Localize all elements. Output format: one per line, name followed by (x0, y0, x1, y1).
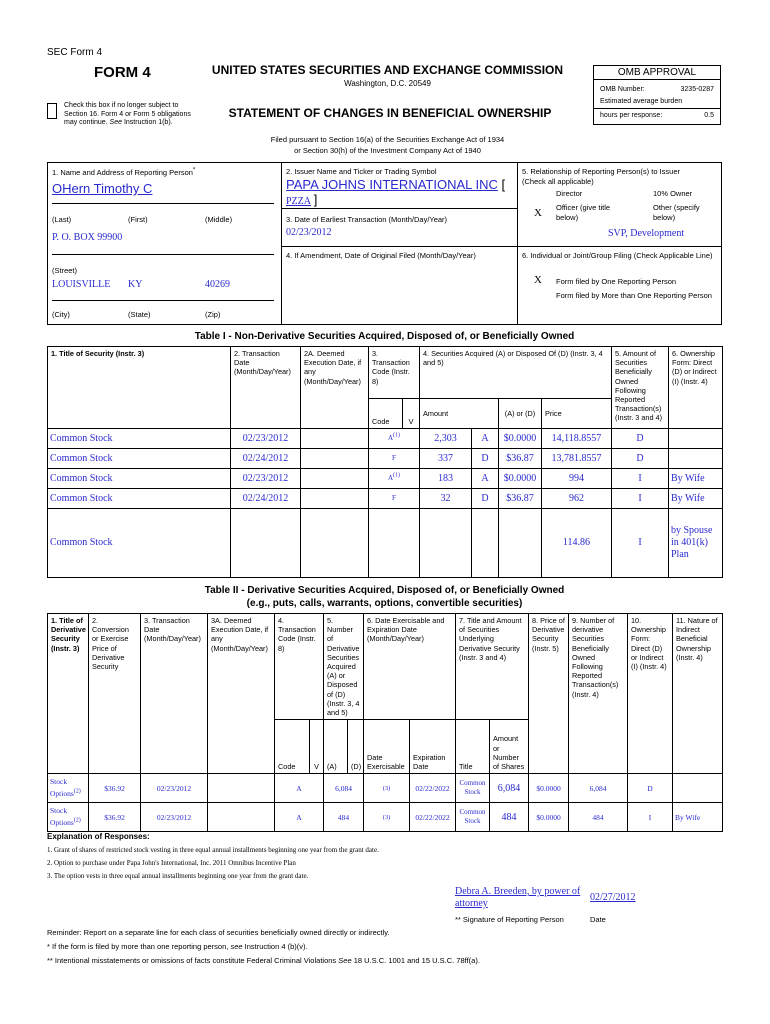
t2-sub-amount: Amount or Number of Shares (490, 720, 529, 774)
t2-deriv-price: $0.0000 (529, 774, 569, 803)
table2-row (48, 803, 723, 832)
table2-row (48, 774, 723, 803)
reporting-person-name[interactable]: OHern Timothy C (52, 181, 153, 196)
t2-expiration: 02/22/2022 (410, 803, 456, 832)
signature-date-label: Date (590, 915, 606, 924)
t2-owned: 484 (569, 803, 628, 832)
t2-h-deemed: 3A. Deemed Execution Date, if any (Month/Day/Year) (208, 614, 275, 774)
one-reporting-person-label: Form filed by One Reporting Person (556, 277, 677, 286)
omb-title: OMB APPROVAL (594, 66, 720, 80)
zip-label: (Zip) (205, 310, 221, 319)
t2-acquired: 484 (324, 803, 364, 832)
top-boxes-divider-2 (517, 162, 518, 325)
t2-h-date: 3. Transaction Date (Month/Day/Year) (141, 614, 208, 774)
box4-label: 4. If Amendment, Date of Original Filed (Month/Day/Year) (286, 251, 476, 260)
t1-deemed-date (301, 449, 369, 469)
t2-h-deriv-price: 8. Price of Derivative Security (Instr. 5) (529, 614, 569, 774)
t1-amount: 337 (420, 449, 472, 469)
box3-box4-divider (282, 246, 722, 247)
checkbox-text: Check this box if no longer subject to Section 16. Form 4 or Form 5 obligations may continue. See Instruction 1(b). (64, 102, 191, 126)
t2-h-code: 4. Transaction Code (Instr. 8) (275, 614, 324, 720)
t2-h-form: 10. Ownership Form: Direct (D) or Indirect (I) (Instr. 4) (628, 614, 673, 774)
omb-burden-label: Estimated average burden (600, 98, 683, 105)
t1-amount: 32 (420, 489, 472, 509)
explanation-note-3: 3. The option vests in three equal annual installments beginning one year from the grant date. (47, 872, 309, 880)
box1-label: 1. Name and Address of Reporting Person* (52, 167, 196, 177)
t2-code: A (275, 803, 324, 832)
explanation-note-1: 1. Grant of shares of restricted stock vesting in three equal annual installments beginning one year from the grant date. (47, 846, 379, 854)
explanation-note-2: 2. Option to purchase under Papa John's International, Inc. 2011 Omnibus Incentive Plan (47, 859, 296, 867)
no-longer-subject-checkbox[interactable] (47, 103, 57, 119)
t1-aord: A (472, 469, 499, 489)
t1-form: D (612, 449, 669, 469)
zip-value: 40269 (205, 279, 230, 290)
t1-h-code: 3. Transaction Code (Instr. 8) (369, 347, 420, 399)
other-label: Other (specify below) (653, 203, 700, 222)
t2-underlying-title: Common Stock (456, 803, 490, 832)
box6-label: 6. Individual or Joint/Group Filing (Check Applicable Line) (522, 251, 713, 260)
t2-underlying-shares: 6,084 (490, 774, 529, 803)
box1-address-underline (52, 254, 274, 255)
t1-h-amount-owned: 5. Amount of Securities Beneficially Owned Following Reported Transaction(s) (Instr. 3 and 4) (612, 347, 669, 429)
t2-form: I (628, 803, 673, 832)
t2-transaction-date: 02/23/2012 (141, 803, 208, 832)
earliest-transaction-date: 02/23/2012 (286, 227, 332, 238)
officer-label: Officer (give title below) (556, 203, 611, 222)
t1-h-securities: 4. Securities Acquired (A) or Disposed Of (D) (Instr. 3, 4 and 5) (420, 347, 612, 399)
t1-nature: by Spouse in 401(k) Plan (669, 509, 723, 578)
t2-underlying-title: Common Stock (456, 774, 490, 803)
t1-price: $0.0000 (499, 469, 542, 489)
t1-aord: A (472, 429, 499, 449)
more-reporting-persons-label: Form filed by More than One Reporting Person (556, 291, 712, 300)
t1-deemed-date (301, 489, 369, 509)
top-boxes-divider-1 (281, 162, 282, 325)
t2-h-title: 1. Title of Derivative Security (Instr. 3) (48, 614, 89, 774)
table2 (47, 613, 723, 832)
table1-title: Table I - Non-Derivative Securities Acquired, Disposed of, or Beneficially Owned (194, 331, 575, 342)
signature-name: Debra A. Breeden, by power of attorney (455, 886, 581, 909)
t1-h-ownership-form: 6. Ownership Form: Direct (D) or Indirect (I) (Instr. 4) (669, 347, 723, 429)
t2-deemed-date (208, 774, 275, 803)
t2-underlying-shares: 484 (490, 803, 529, 832)
t1-code: $A^{(1)}$ (369, 429, 420, 449)
t2-h-exercisable: 6. Date Exercisable and Expiration Date (Month/Day/Year) (364, 614, 456, 720)
t2-sub-expiration: Expiration Date (410, 720, 456, 774)
t1-code (369, 509, 420, 578)
t2-exercisable: (3) (364, 803, 410, 832)
t2-nature (673, 774, 723, 803)
t2-h-nature: 11. Nature of Indirect Beneficial Ownership (Instr. 4) (673, 614, 723, 774)
t1-transaction-date: 02/23/2012 (231, 469, 301, 489)
t1-owned: 994 (542, 469, 612, 489)
t1-security-title: Common Stock (48, 489, 231, 509)
city-value: LOUISVILLE (52, 279, 111, 290)
t1-owned: 114.86 (542, 509, 612, 578)
t2-title: Stock Options$^{(2)}$ (48, 774, 89, 803)
t2-sub-title: Title (456, 720, 490, 774)
filed-pursuant-line2: or Section 30(h) of the Investment Company Act of 1940 (294, 146, 481, 155)
t1-form: I (612, 489, 669, 509)
top-boxes-border-bottom (47, 324, 722, 325)
omb-number-label: OMB Number: (600, 86, 645, 93)
explanation-title: Explanation of Responses: (47, 832, 150, 841)
state-value: KY (128, 279, 143, 290)
t1-price: $0.0000 (499, 429, 542, 449)
issuer-name[interactable]: PAPA JOHNS INTERNATIONAL INC (286, 177, 498, 192)
middle-label: (Middle) (205, 215, 233, 224)
table2-subtitle: (e.g., puts, calls, warrants, options, convertible securities) (246, 598, 523, 609)
t1-sub-code: Code (369, 399, 403, 429)
t1-code: $A^{(1)}$ (369, 469, 420, 489)
t2-title: Stock Options$^{(2)}$ (48, 803, 89, 832)
street-label: (Street) (52, 266, 78, 275)
omb-number-value: 3235-0287 (680, 86, 714, 93)
t1-price: $36.87 (499, 489, 542, 509)
top-boxes-border-right (721, 162, 722, 325)
table1-row (48, 489, 723, 509)
t1-form: D (612, 429, 669, 449)
t1-transaction-date (231, 509, 301, 578)
box3-label: 3. Date of Earliest Transaction (Month/Day/Year) (286, 215, 448, 224)
state-label: (State) (128, 310, 151, 319)
t1-sub-price: Price (542, 399, 612, 429)
t1-sub-v: V (403, 399, 420, 429)
t2-expiration: 02/22/2022 (410, 774, 456, 803)
t1-price: $36.87 (499, 449, 542, 469)
t1-security-title: Common Stock (48, 429, 231, 449)
director-label: Director (556, 189, 583, 198)
reminder-text: Reminder: Report on a separate line for each class of securities beneficially owned directly or indirectly. (47, 928, 390, 937)
t2-exercisable: (3) (364, 774, 410, 803)
t1-sub-aord: (A) or (D) (499, 399, 542, 429)
statement-title: STATEMENT OF CHANGES IN BENEFICIAL OWNERSHIP (228, 106, 552, 120)
t2-h-price: 2. Conversion or Exercise Price of Derivative Security (89, 614, 141, 774)
box2-box3-divider (282, 208, 517, 209)
t2-conversion-price: $36.92 (89, 774, 141, 803)
t2-sub-exercisable: Date Exercisable (364, 720, 410, 774)
t1-owned: 962 (542, 489, 612, 509)
t1-h-title: 1. Title of Security (Instr. 3) (48, 347, 231, 429)
t2-h-owned: 9. Number of derivative Securities Beneficially Owned Following Reported Transaction(s) (Instr. 4) (569, 614, 628, 774)
t1-security-title: Common Stock (48, 449, 231, 469)
footer-note-1: * If the form is filed by more than one reporting person, see Instruction 4 (b)(v). (47, 942, 308, 951)
omb-divider (594, 108, 720, 109)
ticker-symbol[interactable]: PZZA (286, 196, 311, 207)
box1-name-underline (52, 203, 274, 204)
t2-transaction-date: 02/23/2012 (141, 774, 208, 803)
address-value: P. O. BOX 99900 (52, 232, 123, 243)
omb-hours-label: hours per response: (600, 112, 663, 119)
t1-aord: D (472, 489, 499, 509)
t1-aord: D (472, 449, 499, 469)
t2-sub-d: (D) (348, 720, 364, 774)
t2-h-underlying: 7. Title and Amount of Securities Underlying Derivative Security (Instr. 3 and 4) (456, 614, 529, 720)
t1-h-deemed: 2A. Deemed Execution Date, if any (Month/Day/Year) (301, 347, 369, 429)
t1-code: F (369, 449, 420, 469)
box2-label: 2. Issuer Name and Ticker or Trading Symbol (286, 167, 437, 176)
t2-nature: By Wife (673, 803, 723, 832)
first-label: (First) (128, 215, 148, 224)
t2-acquired: 6,084 (324, 774, 364, 803)
t1-h-date: 2. Transaction Date (Month/Day/Year) (231, 347, 301, 429)
t2-h-number: 5. Number of Derivative Securities Acquired (A) or Disposed of (D) (Instr. 3, 4 and 5) (324, 614, 364, 720)
t1-owned: 14,118.8557 (542, 429, 612, 449)
box1-city-underline (52, 300, 274, 301)
signature-label: ** Signature of Reporting Person (455, 915, 564, 924)
city-label: (City) (52, 310, 70, 319)
t1-deemed-date (301, 509, 369, 578)
t1-transaction-date: 02/23/2012 (231, 429, 301, 449)
last-label: (Last) (52, 215, 72, 224)
t2-deemed-date (208, 803, 275, 832)
table1 (47, 346, 723, 578)
t1-security-title: Common Stock (48, 509, 231, 578)
t2-code: A (275, 774, 324, 803)
one-reporting-person-mark[interactable]: X (534, 274, 542, 286)
t1-nature: By Wife (669, 469, 723, 489)
t1-form: I (612, 509, 669, 578)
ten-percent-owner-label: 10% Owner (653, 189, 693, 198)
commission-title: UNITED STATES SECURITIES AND EXCHANGE COMMISSION (211, 63, 564, 77)
commission-location: Washington, D.C. 20549 (344, 79, 431, 88)
omb-hours-value: 0.5 (704, 112, 714, 119)
t2-sub-a: (A) (324, 720, 348, 774)
t1-transaction-date: 02/24/2012 (231, 489, 301, 509)
t1-nature: By Wife (669, 489, 723, 509)
table2-title: Table II - Derivative Securities Acquired, Disposed of, or Beneficially Owned (204, 585, 565, 596)
t2-form: D (628, 774, 673, 803)
t1-sub-amount: Amount (420, 399, 499, 429)
t1-nature (669, 429, 723, 449)
t1-nature (669, 449, 723, 469)
sec-form-label: SEC Form 4 (47, 47, 103, 58)
omb-approval-box (593, 65, 721, 125)
t1-aord (472, 509, 499, 578)
table1-row (48, 469, 723, 489)
table1-row (48, 429, 723, 449)
officer-check-mark[interactable]: X (534, 207, 542, 219)
t2-deriv-price: $0.0000 (529, 803, 569, 832)
table1-row (48, 509, 723, 578)
table1-row (48, 449, 723, 469)
officer-title: SVP, Development (608, 228, 685, 239)
t1-transaction-date: 02/24/2012 (231, 449, 301, 469)
t2-conversion-price: $36.92 (89, 803, 141, 832)
t1-deemed-date (301, 429, 369, 449)
t1-price (499, 509, 542, 578)
top-boxes-border-left (47, 162, 48, 325)
ticker-line: PZZA ] (286, 192, 318, 207)
t1-code: F (369, 489, 420, 509)
issuer-line: PAPA JOHNS INTERNATIONAL INC [ (286, 177, 506, 192)
t1-amount: 2,303 (420, 429, 472, 449)
t1-amount: 183 (420, 469, 472, 489)
t2-owned: 6,084 (569, 774, 628, 803)
footer-note-2: ** Intentional misstatements or omissions of facts constitute Federal Criminal Violations See 18 U.S.C. 1001 and 15 U.S.C. 78ff(a). (47, 956, 480, 965)
t1-security-title: Common Stock (48, 469, 231, 489)
filed-pursuant-line1: Filed pursuant to Section 16(a) of the Securities Exchange Act of 1934 (270, 135, 505, 144)
t2-sub-v: V (310, 720, 324, 774)
box5-label: 5. Relationship of Reporting Person(s) to Issuer (Check all applicable) (522, 167, 680, 186)
form-title: FORM 4 (94, 64, 151, 81)
t1-owned: 13,781.8557 (542, 449, 612, 469)
t1-form: I (612, 469, 669, 489)
signature-date: 02/27/2012 (590, 892, 636, 903)
t2-sub-code: Code (275, 720, 310, 774)
t1-amount (420, 509, 472, 578)
top-boxes-border-top (47, 162, 722, 163)
t1-deemed-date (301, 469, 369, 489)
